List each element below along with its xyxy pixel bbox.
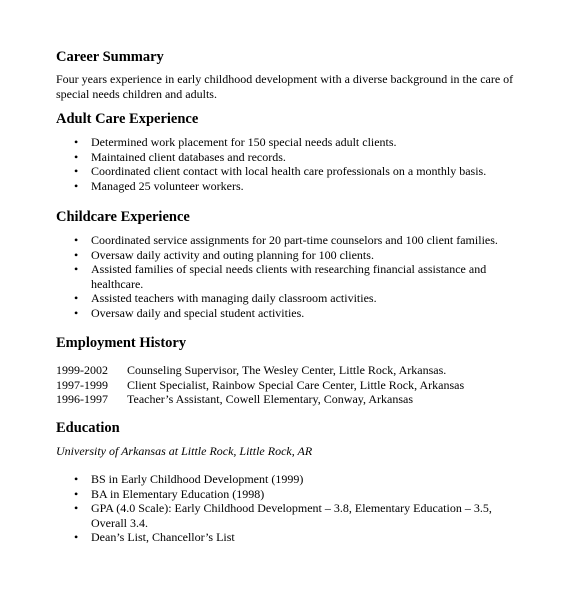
childcare-list (56, 233, 516, 320)
list-item: • Determined work placement for 150 special needs adult clients. (74, 135, 397, 149)
bullet-icon: • (74, 135, 79, 149)
employment-heading: Employment History (56, 335, 187, 351)
adult-care-list (56, 135, 516, 193)
list-item: • BS in Early Childhood Development (1999) (74, 472, 304, 486)
table-row (56, 363, 526, 378)
list-item: • Assisted teachers with managing daily classroom activities. (74, 291, 377, 305)
bullet-icon: • (74, 233, 79, 247)
adult-care-heading: Adult Care Experience (56, 111, 199, 127)
bullet-icon: • (74, 530, 79, 544)
career-summary-text: Four years experience in early childhood development with a diverse background in the care of special needs children and adults. (56, 72, 514, 101)
list-item: • Managed 25 volunteer workers. (74, 178, 244, 193)
employment-detail: Teacher’s Assistant, Cowell Elementary, Conway, Arkansas (127, 392, 413, 406)
bullet-icon: • (74, 305, 79, 320)
bullet-icon: • (74, 501, 79, 515)
list-item: • BA in Elementary Education (1998) (74, 486, 265, 501)
list-item: • Maintained client databases and records. (74, 149, 286, 164)
bullet-icon: • (74, 164, 79, 178)
bullet-icon: • (74, 247, 79, 262)
bullet-icon: • (74, 472, 79, 486)
table-row (56, 392, 526, 407)
list-item: • Dean’s List, Chancellor’s List (74, 530, 235, 544)
table-row (56, 378, 526, 393)
bullet-icon: • (74, 262, 79, 276)
employment-table (56, 363, 526, 407)
list-item: • Assisted families of special needs clients with researching financial assistance and healthcare. (74, 262, 487, 291)
school-name: University of Arkansas at Little Rock, Little Rock, AR (56, 444, 313, 458)
employment-years: 1996-1997 (56, 392, 108, 406)
bullet-icon: • (74, 178, 79, 193)
career-summary-heading: Career Summary (56, 49, 164, 65)
childcare-heading: Childcare Experience (56, 209, 190, 225)
employment-detail: Client Specialist, Rainbow Special Care Center, Little Rock, Arkansas (127, 377, 465, 392)
bullet-icon: • (74, 291, 79, 305)
list-item: • Coordinated service assignments for 20 part-time counselors and 100 client families. (74, 233, 498, 247)
employment-years: 1997-1999 (56, 377, 108, 392)
bullet-icon: • (74, 149, 79, 164)
list-item: • Coordinated client contact with local health care professionals on a monthly basis. (74, 164, 487, 178)
employment-years: 1999-2002 (56, 363, 108, 377)
list-item: • Oversaw daily and special student activities. (74, 305, 305, 320)
bullet-icon: • (74, 486, 79, 501)
education-heading: Education (56, 420, 120, 436)
list-item: • GPA (4.0 Scale): Early Childhood Development – 3.8, Elementary Education – 3.5, Overall 3.4. (74, 501, 492, 530)
education-list (56, 472, 516, 545)
employment-detail: Counseling Supervisor, The Wesley Center, Little Rock, Arkansas. (127, 363, 447, 377)
list-item: • Oversaw daily activity and outing planning for 100 clients. (74, 247, 374, 262)
